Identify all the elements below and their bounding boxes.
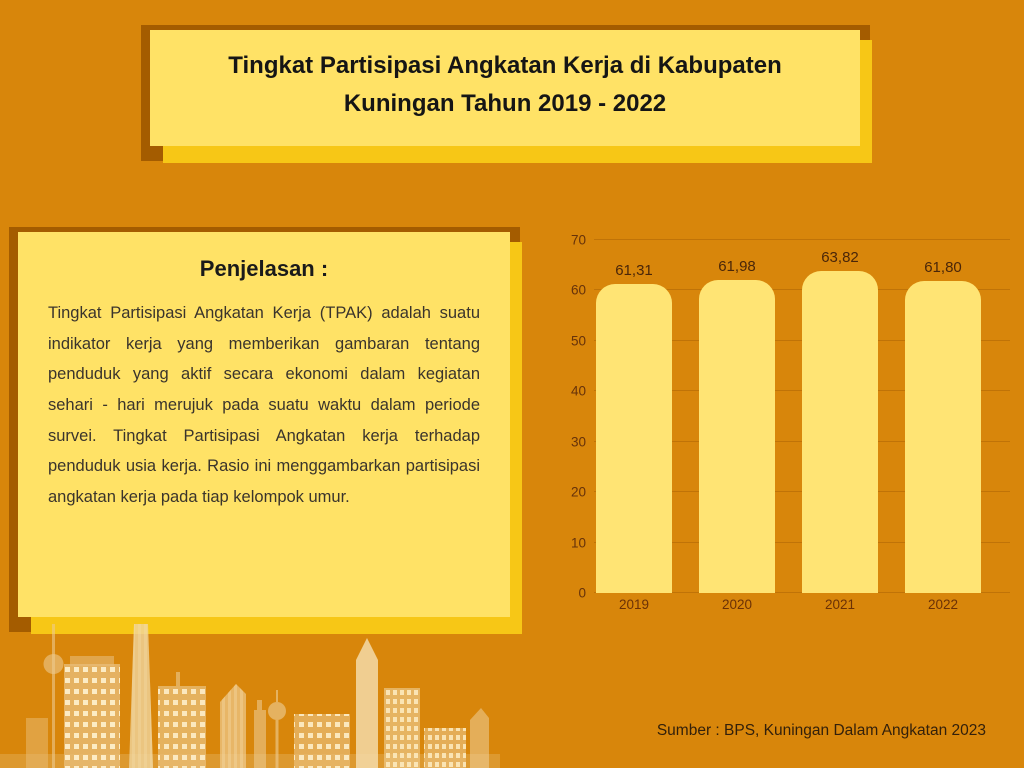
y-axis-tick-label: 40 [570, 383, 586, 399]
y-axis-tick-label: 30 [570, 434, 586, 450]
explanation-panel [18, 232, 510, 617]
y-axis-tick-label: 10 [570, 535, 586, 551]
explanation-body-text: Tingkat Partisipasi Angkatan Kerja (TPAK) adalah suatu indikator kerja yang memberikan gambaran tentang penduduk yang aktif secara ekonomi dalam kegiatan sehari - hari merujuk pada suatu waktu dalam periode survei. Tingkat Partisipasi Angkatan kerja terhadap penduduk usia kerja. Rasio ini menggambarkan partisipasi angkatan kerja pada tiap kelompok umur. [48, 304, 480, 507]
y-axis-tick-label: 70 [570, 232, 586, 248]
city-skyline-illustration [0, 598, 520, 768]
y-axis-tick-label: 50 [570, 333, 586, 349]
bar-value-label: 61,80 [924, 259, 962, 277]
bar-column [802, 240, 878, 593]
x-axis-tick-label: 2021 [824, 597, 856, 612]
page-title: Tingkat Partisipasi Angkatan Kerja di Kabupaten Kuningan Tahun 2019 - 2022 [228, 52, 782, 117]
bar-column [596, 240, 672, 593]
bar-2020 [699, 280, 775, 593]
x-axis-labels [558, 597, 1010, 612]
title-banner [150, 30, 860, 146]
y-axis-labels [558, 232, 594, 601]
y-axis-tick-label: 60 [570, 282, 586, 298]
bar-2022 [905, 281, 981, 593]
x-axis-tick-label: 2020 [721, 597, 753, 612]
bar-value-label: 61,31 [615, 261, 653, 279]
bar-value-label: 63,82 [821, 249, 859, 267]
bar-column [905, 240, 981, 593]
bars [594, 240, 1010, 593]
x-axis-tick-label: 2019 [618, 597, 650, 612]
bar-value-label: 61,98 [718, 258, 756, 276]
source-note: Sumber : BPS, Kuningan Dalam Angkatan 2023 [656, 722, 986, 739]
y-axis-tick-label: 0 [578, 585, 586, 601]
explanation-heading: Penjelasan : [199, 256, 329, 281]
bar-chart-plot [594, 240, 1010, 593]
bar-2021 [802, 271, 878, 593]
bar-chart [558, 232, 1010, 612]
x-axis-tick-label: 2022 [927, 597, 959, 612]
bar-column [699, 240, 775, 593]
y-axis-tick-label: 20 [570, 484, 586, 500]
bar-2019 [596, 284, 672, 593]
